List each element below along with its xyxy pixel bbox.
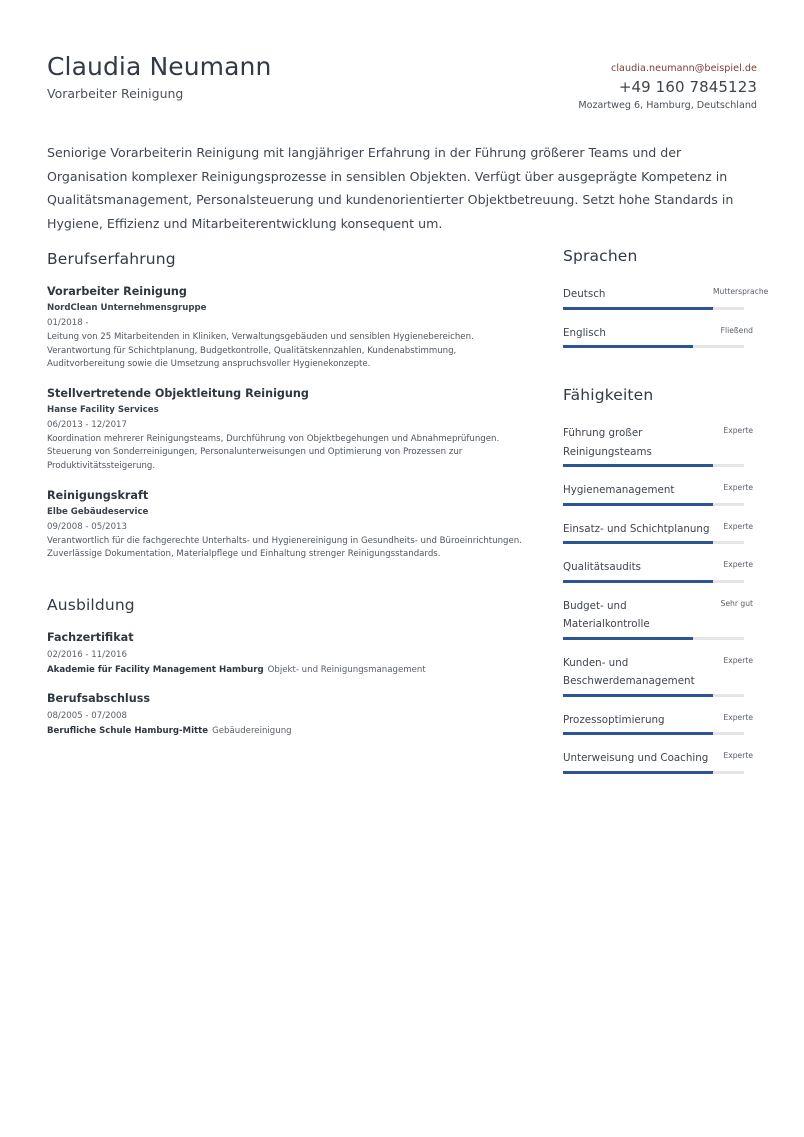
education-field: Objekt- und Reinigungsmanagement bbox=[267, 664, 426, 675]
skill-label: Prozessoptimierung bbox=[563, 713, 665, 726]
skill-item bbox=[563, 558, 753, 583]
skill-label: Einsatz- und Schichtplanung bbox=[563, 522, 710, 535]
experience-company: Hanse Facility Services bbox=[47, 404, 159, 415]
skill-progress-fill bbox=[563, 580, 713, 583]
language-head bbox=[563, 285, 769, 304]
education-dates: 08/2005 - 07/2008 bbox=[47, 710, 127, 721]
skill-progress-track bbox=[563, 464, 744, 467]
language-label: Englisch bbox=[563, 326, 606, 339]
language-level: Muttersprache bbox=[713, 287, 769, 296]
contact-block bbox=[578, 62, 757, 113]
skill-level: Experte bbox=[723, 521, 753, 531]
sidebar-column bbox=[563, 245, 769, 788]
contact-phone: +49 160 7845123 bbox=[618, 78, 757, 96]
education-entry bbox=[47, 691, 525, 738]
experience-company: NordClean Unternehmensgruppe bbox=[47, 303, 207, 313]
language-level: Fließend bbox=[720, 325, 753, 335]
experience-description: Leitung von 25 Mitarbeitenden in Kliniken, Verwaltungsgebäuden und sensiblen Hygienebereichen. Verantwortung für Schichtplanung, Budgetkontrolle, Qualitätskennzahlen, Kundenabstimmung, Auditvorbereitung sowie die Umsetzung anspruchsvoller Hygienekonzepte. bbox=[47, 332, 474, 370]
skill-level: Experte bbox=[723, 426, 753, 435]
skill-head bbox=[563, 711, 753, 730]
skill-head bbox=[563, 749, 753, 768]
skill-head bbox=[563, 558, 753, 577]
language-progress-fill bbox=[563, 307, 713, 310]
education-school-line bbox=[47, 663, 525, 677]
skill-progress-track bbox=[563, 771, 744, 774]
language-progress-track bbox=[563, 345, 744, 348]
education-school: Akademie für Facility Management Hamburg bbox=[47, 664, 264, 675]
experience-role: Reinigungskraft bbox=[47, 488, 149, 502]
skill-progress-track bbox=[563, 541, 744, 544]
skill-item bbox=[563, 749, 753, 774]
skill-progress-fill bbox=[563, 503, 713, 506]
skill-head bbox=[563, 597, 753, 634]
experience-dates: 09/2008 - 05/2013 bbox=[47, 521, 127, 532]
language-item bbox=[563, 324, 753, 349]
skill-progress-track bbox=[563, 580, 744, 583]
experience-company: Elbe Gebäudeservice bbox=[47, 506, 149, 517]
contact-email-link[interactable]: claudia.neumann@beispiel.de bbox=[611, 63, 757, 74]
skill-level: Experte bbox=[723, 712, 753, 722]
experience-dates: 01/2018 - bbox=[47, 318, 89, 328]
education-dates: 02/2016 - 11/2016 bbox=[47, 649, 127, 660]
skill-progress-track bbox=[563, 694, 744, 697]
section-spacer bbox=[563, 362, 753, 384]
skill-item bbox=[563, 424, 753, 467]
skill-progress-track bbox=[563, 637, 744, 640]
skill-head bbox=[563, 424, 753, 461]
skill-progress-track bbox=[563, 503, 744, 506]
section-spacer bbox=[47, 576, 525, 594]
header-job-title: Vorarbeiter Reinigung bbox=[47, 86, 184, 101]
language-label: Deutsch bbox=[563, 288, 606, 300]
language-head bbox=[563, 324, 753, 343]
skill-item bbox=[563, 520, 753, 545]
skill-label: Qualitätsaudits bbox=[563, 561, 642, 573]
section-title-education: Ausbildung bbox=[47, 595, 135, 614]
skill-progress-fill bbox=[563, 464, 713, 467]
education-school: Berufliche Schule Hamburg-Mitte bbox=[47, 725, 209, 736]
skill-head bbox=[563, 654, 753, 691]
skill-head bbox=[563, 481, 753, 500]
skill-progress-track bbox=[563, 732, 744, 735]
profile-summary: Seniorige Vorarbeiterin Reinigung mit langjähriger Erfahrung in der Führung größerer Teams und der Organisation komplexer Reinigungsprozesse in sensiblen Objekten. Verfügt über ausgeprägte Kompetenz in Qualitätsmanagement, Personalsteuerung und kundenorientierter Objektbetreuung. Setzt hohe Standards in Hygiene, Effizienz und Mitarbeiterentwicklung konsequent um. bbox=[47, 145, 734, 231]
skill-item bbox=[563, 654, 753, 697]
skill-item bbox=[563, 711, 753, 736]
skill-label: Kunden- und Beschwerdemanagement bbox=[563, 656, 695, 687]
skill-progress-fill bbox=[563, 694, 713, 697]
skill-label: Unterweisung und Coaching bbox=[563, 752, 709, 764]
section-title-skills: Fähigkeiten bbox=[563, 386, 654, 404]
skill-item bbox=[563, 481, 753, 506]
skill-item bbox=[563, 597, 753, 640]
experience-role: Stellvertretende Objektleitung Reinigung bbox=[47, 386, 309, 400]
section-title-languages: Sprachen bbox=[563, 247, 638, 265]
skill-label: Führung großer Reinigungsteams bbox=[563, 427, 652, 458]
main-column bbox=[47, 248, 525, 752]
skill-level: Experte bbox=[723, 560, 753, 569]
page-title: Claudia Neumann bbox=[47, 52, 272, 81]
skill-label: Hygienemanagement bbox=[563, 484, 675, 496]
experience-entry bbox=[47, 488, 525, 562]
experience-entry bbox=[47, 386, 525, 474]
education-entry bbox=[47, 630, 525, 677]
skill-progress-fill bbox=[563, 541, 713, 544]
skill-progress-fill bbox=[563, 771, 713, 774]
skill-level: Experte bbox=[723, 655, 753, 665]
education-school-line bbox=[47, 724, 525, 738]
skill-level: Sehr gut bbox=[720, 598, 753, 608]
contact-address: Mozartweg 6, Hamburg, Deutschland bbox=[578, 100, 757, 111]
skill-level: Experte bbox=[723, 751, 753, 760]
skill-head bbox=[563, 520, 753, 539]
language-item bbox=[563, 285, 769, 310]
skill-progress-fill bbox=[563, 732, 713, 735]
experience-description: Verantwortlich für die fachgerechte Unterhalts- und Hygienereinigung in Gesundheits- und Büroeinrichtungen. Zuverlässige Dokumentation, Materialpflege und Einhaltung strenger Reinigungsstandards. bbox=[47, 535, 522, 560]
language-progress-track bbox=[563, 307, 744, 310]
language-progress-fill bbox=[563, 345, 693, 348]
education-degree: Fachzertifikat bbox=[47, 630, 134, 644]
education-field: Gebäudereinigung bbox=[212, 725, 292, 736]
experience-dates: 06/2013 - 12/2017 bbox=[47, 419, 127, 430]
experience-role: Vorarbeiter Reinigung bbox=[47, 285, 187, 298]
section-title-experience: Berufserfahrung bbox=[47, 250, 176, 268]
skill-progress-fill bbox=[563, 637, 693, 640]
experience-description: Koordination mehrerer Reinigungsteams, Durchführung von Objektbegehungen und Abnahmeprüfungen. Steuerung von Sonderreinigungen, Personalunterweisungen und Optimierung von Prozessen zur Produktivitätssteigerung. bbox=[47, 433, 500, 471]
skill-label: Budget- und Materialkontrolle bbox=[563, 599, 650, 630]
skill-level: Experte bbox=[723, 483, 753, 492]
resume-header bbox=[47, 52, 757, 118]
education-degree: Berufsabschluss bbox=[47, 691, 151, 705]
experience-entry bbox=[47, 284, 525, 372]
